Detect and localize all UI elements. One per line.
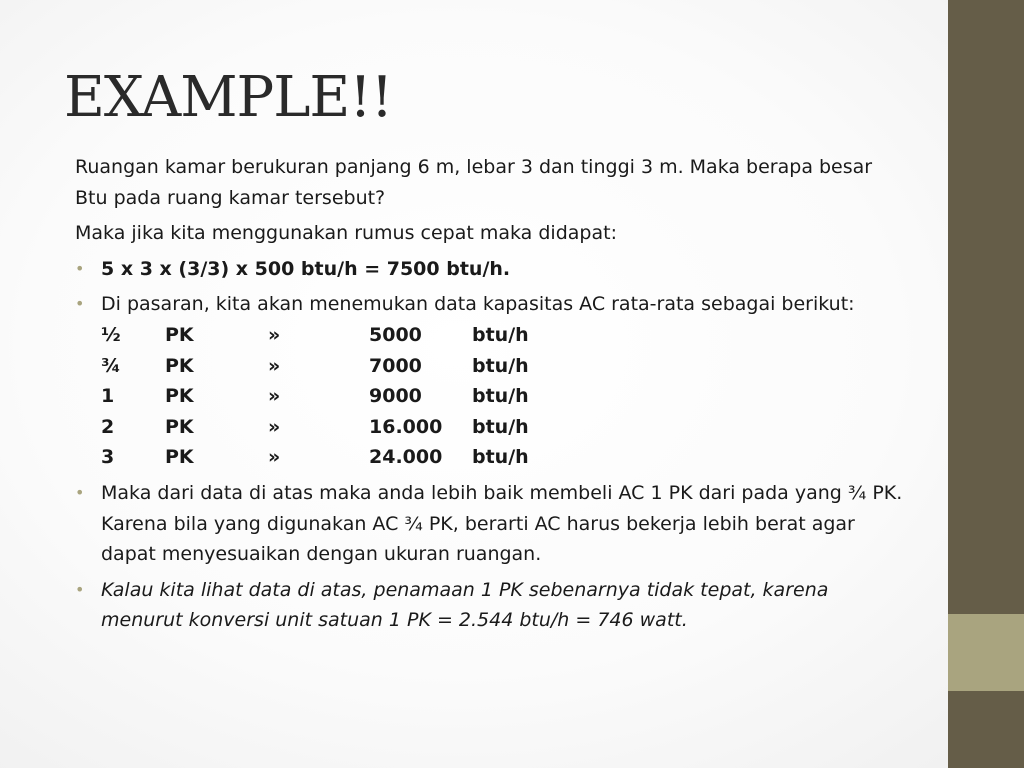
table-cell-unit: PK: [165, 415, 194, 438]
table-row: [101, 351, 552, 382]
bullet-icon: •: [75, 579, 85, 599]
table-cell-value-unit: btu/h: [472, 446, 529, 469]
table-cell-arrow: »: [268, 354, 281, 377]
table-cell-arrow: »: [268, 385, 281, 408]
bullet-icon: •: [75, 482, 85, 502]
table-cell-unit: PK: [165, 323, 194, 346]
bullet-text: Kalau kita lihat data di atas, penamaan 1 PK sebenarnya tidak tepat, karena menurut konversi unit satuan 1 PK = 2.544 btu/h = 746 watt.: [101, 578, 829, 632]
table-cell-value: 16.000: [369, 415, 443, 438]
table-cell-value: 7000: [369, 354, 422, 377]
decorative-sidebar: [948, 0, 1024, 768]
bullet-icon: •: [75, 258, 85, 278]
intro-formula: Maka jika kita menggunakan rumus cepat maka didapat:: [75, 222, 617, 245]
table-cell-value-unit: btu/h: [472, 385, 529, 408]
bullet-text: Maka dari data di atas maka anda lebih baik membeli AC 1 PK dari pada yang ¾ PK. Karena bila yang digunakan AC ¾ PK, berarti AC harus bekerja lebih berat agar dapat menyesuaikan dengan ukuran ruangan.: [101, 481, 903, 566]
table-cell-value: 24.000: [369, 446, 443, 469]
bullet-item-conversion-note: [75, 575, 905, 636]
intro-question: Ruangan kamar berukuran panjang 6 m, lebar 3 dan tinggi 3 m. Maka berapa besar Btu pada ruang kamar tersebut?: [75, 156, 873, 209]
table-cell-value-unit: btu/h: [472, 323, 529, 346]
table-cell-value: 9000: [369, 385, 422, 408]
table-row: [101, 442, 552, 473]
slide-body: [75, 152, 905, 641]
bullet-item-market-data: [75, 289, 905, 473]
capacity-table: [101, 320, 552, 473]
table-cell-value-unit: btu/h: [472, 354, 529, 377]
table-row: [101, 381, 552, 412]
bullet-item-recommendation: [75, 478, 905, 570]
table-cell-unit: PK: [165, 385, 194, 408]
table-cell-unit: PK: [165, 446, 194, 469]
table-cell-unit: PK: [165, 354, 194, 377]
table-cell-arrow: »: [268, 415, 281, 438]
table-row: [101, 320, 552, 351]
table-cell-size: 3: [101, 446, 115, 469]
table-cell-size: ½: [101, 323, 121, 346]
table-cell-size: ¾: [101, 354, 121, 377]
table-row: [101, 412, 552, 443]
decorative-sidebar-accent: [948, 614, 1024, 691]
table-cell-arrow: »: [268, 323, 281, 346]
table-cell-size: 2: [101, 415, 115, 438]
table-cell-value: 5000: [369, 323, 422, 346]
table-cell-value-unit: btu/h: [472, 415, 529, 438]
table-cell-size: 1: [101, 385, 115, 408]
bullet-text: 5 x 3 x (3/3) x 500 btu/h = 7500 btu/h.: [101, 257, 511, 280]
table-cell-arrow: »: [268, 446, 281, 469]
slide-title: EXAMPLE!!: [64, 65, 393, 130]
bullet-text: Di pasaran, kita akan menemukan data kapasitas AC rata-rata sebagai berikut:: [101, 293, 855, 316]
bullet-icon: •: [75, 294, 85, 314]
bullet-item-formula: [75, 254, 905, 285]
